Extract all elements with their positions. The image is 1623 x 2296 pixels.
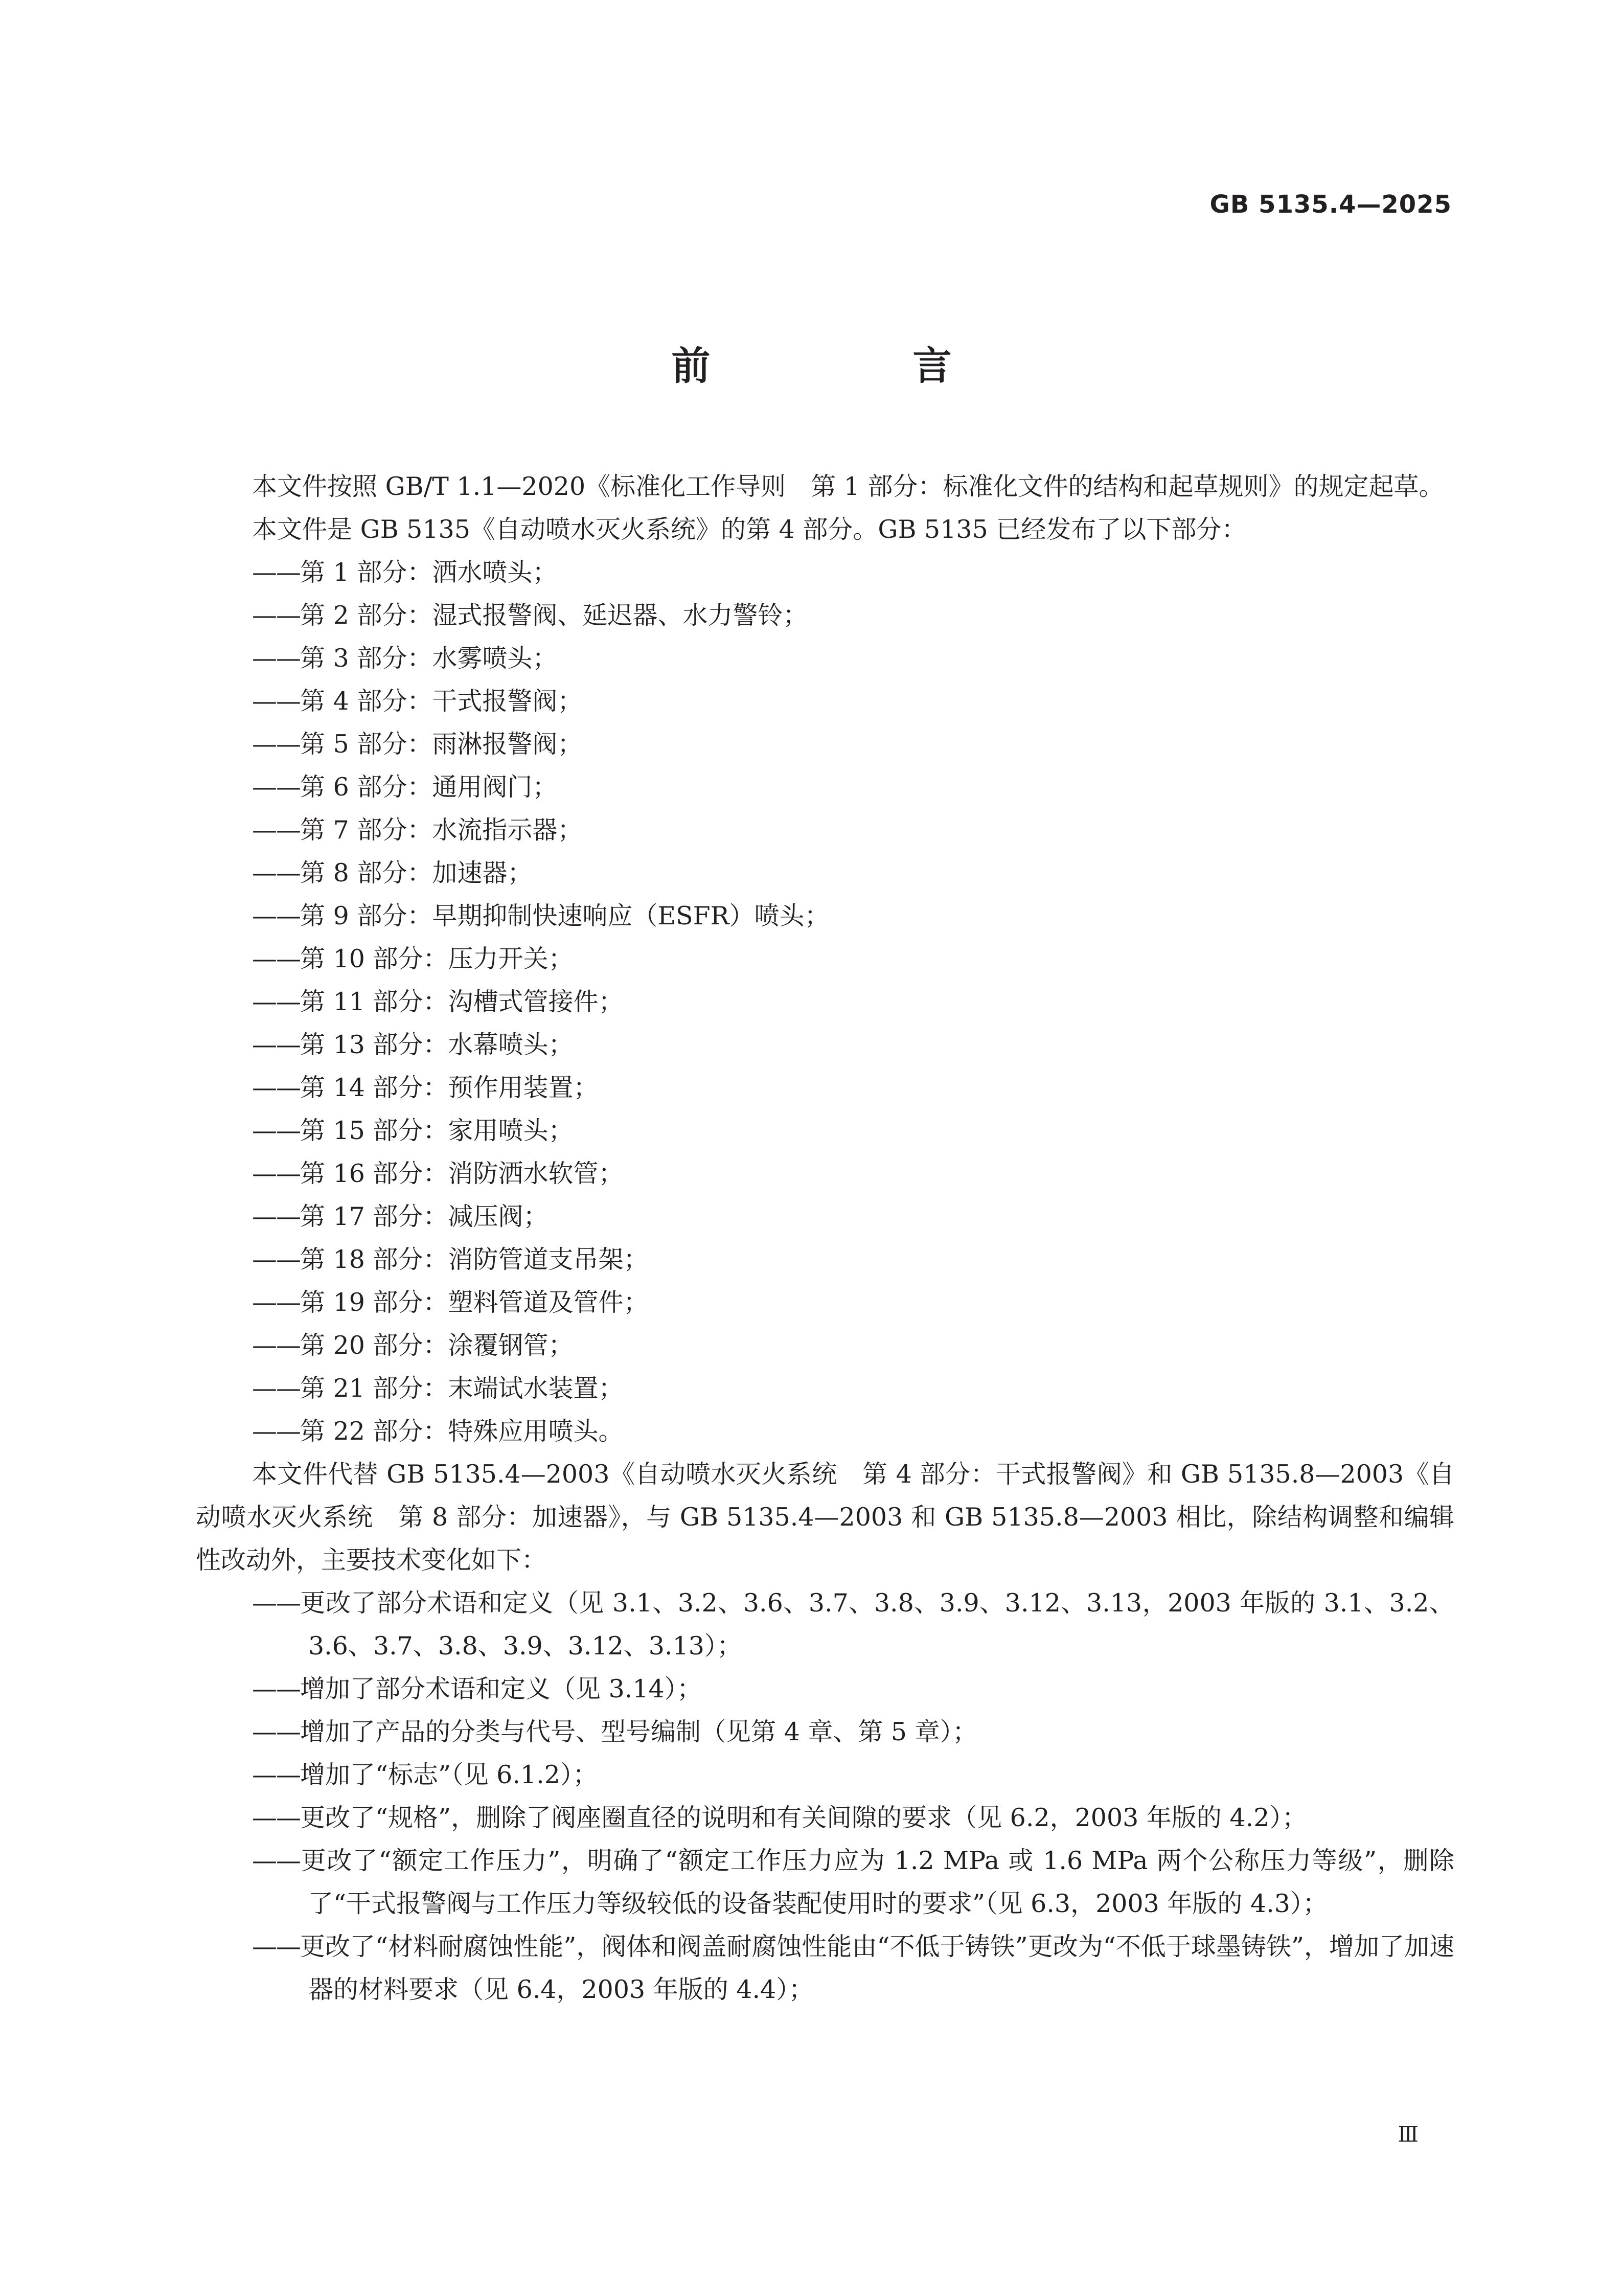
list-item: ——第 16 部分：消防洒水软管； bbox=[252, 1159, 624, 1188]
list-item: ——第 19 部分：塑料管道及管件； bbox=[252, 1288, 649, 1317]
page-title: 前 言 bbox=[671, 343, 1034, 389]
list-item: ——第 20 部分：涂覆钢管； bbox=[252, 1331, 574, 1360]
list-item: ——第 21 部分：末端试水装置； bbox=[252, 1374, 624, 1403]
list-item: ——增加了产品的分类与代号、型号编制（见第 4 章、第 5 章）； bbox=[252, 1717, 978, 1746]
list-item: ——第 8 部分：加速器； bbox=[252, 858, 533, 888]
list-item: ——第 2 部分：湿式报警阀、延迟器、水力警铃； bbox=[252, 601, 808, 630]
list-item: ——更改了部分术语和定义（见 3.1、3.2、3.6、3.7、3.8、3.9、3.12、3.13，2003 年版的 3.1、3.2、3.6、3.7、3.8、3.9、3.12、3.13）； bbox=[252, 1588, 1454, 1661]
document-body bbox=[196, 465, 1454, 2011]
list-item: ——第 3 部分：水雾喷头； bbox=[252, 644, 558, 673]
list-item: ——第 15 部分：家用喷头； bbox=[252, 1116, 574, 1145]
intro-paragraph: 本文件按照 GB/T 1.1—2020《标准化工作导则 第 1 部分：标准化文件的结构和起草规则》的规定起草。 bbox=[252, 472, 1444, 501]
changes-list bbox=[196, 1582, 1454, 2011]
list-item: ——第 4 部分：干式报警阀； bbox=[252, 687, 583, 716]
list-item: ——增加了“标志”（见 6.1.2）； bbox=[252, 1760, 598, 1789]
series-paragraph: 本文件是 GB 5135《自动喷水灭火系统》的第 4 部分。GB 5135 已经发布了以下部分： bbox=[252, 515, 1247, 544]
parts-list bbox=[196, 551, 1454, 1453]
list-item: ——第 13 部分：水幕喷头； bbox=[252, 1030, 574, 1059]
list-item: ——第 9 部分：早期抑制快速响应（ESFR）喷头； bbox=[252, 901, 830, 930]
list-item: ——第 14 部分：预作用装置； bbox=[252, 1073, 599, 1102]
list-item: ——第 17 部分：减压阀； bbox=[252, 1202, 548, 1231]
list-item: ——更改了“规格”，删除了阀座圈直径的说明和有关间隙的要求（见 6.2，2003 年版的 4.2）； bbox=[252, 1803, 1307, 1832]
list-item: ——第 6 部分：通用阀门； bbox=[252, 772, 558, 802]
list-item: ——增加了部分术语和定义（见 3.14）； bbox=[252, 1674, 702, 1703]
list-item: ——第 18 部分：消防管道支吊架； bbox=[252, 1245, 649, 1274]
page-number: Ⅲ bbox=[1398, 2122, 1419, 2147]
list-item: ——第 10 部分：压力开关； bbox=[252, 944, 574, 973]
list-item: ——更改了“额定工作压力”，明确了“额定工作压力应为 1.2 MPa 或 1.6 MPa 两个公称压力等级”，删除了“干式报警阀与工作压力等级较低的设备装配使用时的要求”（见 6.3，2003 年版的 4.3）； bbox=[252, 1846, 1454, 1918]
list-item: ——第 11 部分：沟槽式管接件； bbox=[252, 987, 624, 1016]
list-item: ——第 5 部分：雨淋报警阀； bbox=[252, 730, 583, 759]
list-item: ——第 1 部分：洒水喷头； bbox=[252, 558, 558, 587]
replacement-paragraph: 本文件代替 GB 5135.4—2003《自动喷水灭火系统 第 4 部分：干式报警阀》和 GB 5135.8—2003《自动喷水灭火系统 第 8 部分：加速器》，与 GB 5135.4—2003 和 GB 5135.8—2003 相比，除结构调整和编辑性改动外，主要技术变化如下： bbox=[196, 1460, 1454, 1575]
list-item: ——更改了“材料耐腐蚀性能”，阀体和阀盖耐腐蚀性能由“不低于铸铁”更改为“不低于球墨铸铁”，增加了加速器的材料要求（见 6.4，2003 年版的 4.4）； bbox=[252, 1932, 1454, 2004]
list-item: ——第 22 部分：特殊应用喷头。 bbox=[252, 1417, 624, 1446]
document-code: GB 5135.4—2025 bbox=[1209, 190, 1452, 219]
list-item: ——第 7 部分：水流指示器； bbox=[252, 815, 583, 845]
